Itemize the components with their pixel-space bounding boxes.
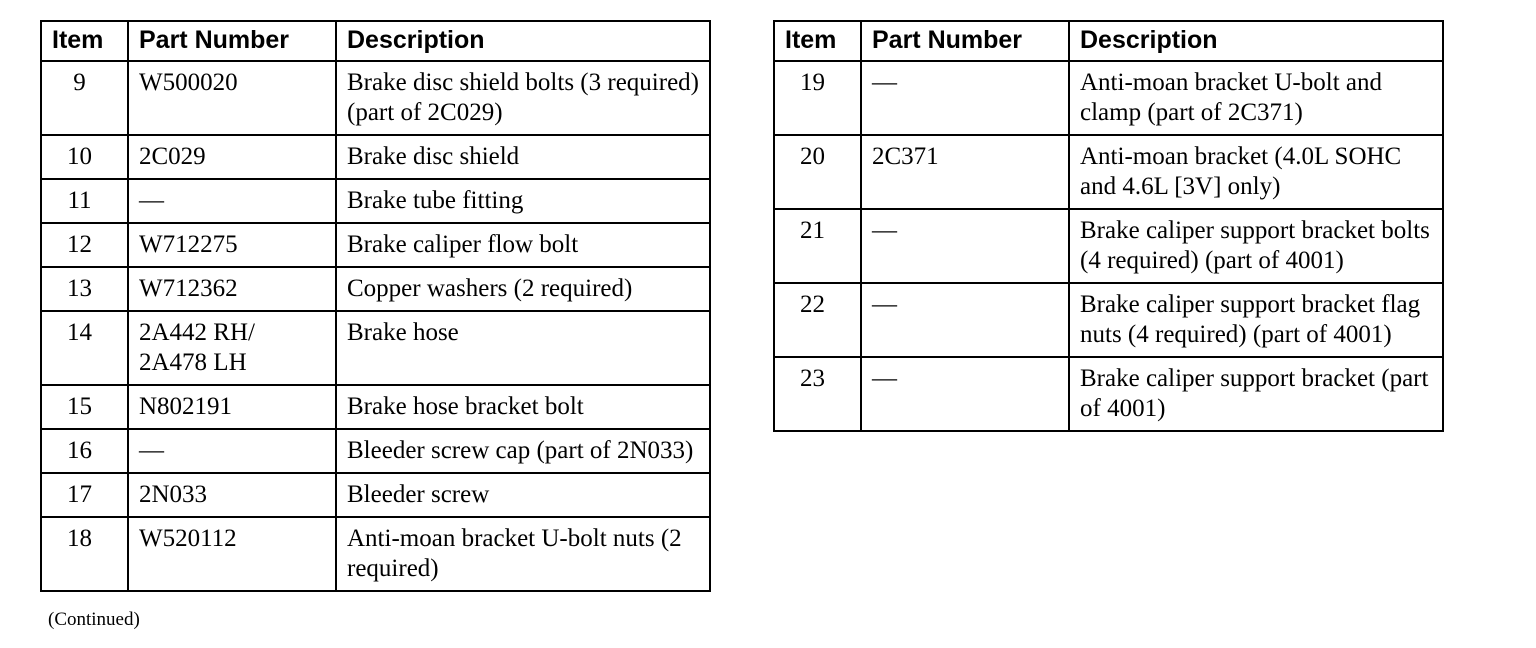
part-number-cell: —	[861, 209, 1069, 283]
table-row	[774, 357, 1443, 431]
part-number-cell: W520112	[128, 517, 336, 591]
description-cell: Brake disc shield	[336, 135, 710, 179]
part-number-cell: 2N033	[128, 473, 336, 517]
item-cell: 14	[41, 311, 128, 385]
part-number-cell: 2C029	[128, 135, 336, 179]
description-cell: Copper washers (2 required)	[336, 267, 710, 311]
item-cell: 18	[41, 517, 128, 591]
parts-table-left	[40, 20, 711, 592]
description-cell: Brake hose	[336, 311, 710, 385]
table-row	[41, 429, 710, 473]
part-number-cell: —	[861, 61, 1069, 135]
item-cell: 17	[41, 473, 128, 517]
continued-note: (Continued)	[48, 609, 140, 630]
table-row	[41, 385, 710, 429]
table-row	[41, 311, 710, 385]
description-cell: Anti-moan bracket U-bolt nuts (2 required)	[336, 517, 710, 591]
item-cell: 20	[774, 135, 861, 209]
table-row	[774, 283, 1443, 357]
description-cell: Brake caliper support bracket flag nuts (4 required) (part of 4001)	[1069, 283, 1443, 357]
parts-table-right	[773, 20, 1444, 432]
item-cell: 19	[774, 61, 861, 135]
part-number-cell: —	[861, 357, 1069, 431]
item-cell: 23	[774, 357, 861, 431]
table-row	[41, 135, 710, 179]
part-number-cell: —	[128, 429, 336, 473]
part-number-cell: —	[861, 283, 1069, 357]
header-part-number: Part Number	[861, 21, 1069, 61]
table-row	[774, 61, 1443, 135]
item-cell: 21	[774, 209, 861, 283]
table-body-left	[41, 61, 710, 591]
table-header-row	[774, 21, 1443, 61]
table-row	[774, 209, 1443, 283]
table-row	[774, 135, 1443, 209]
table-body-right	[774, 61, 1443, 431]
item-cell: 15	[41, 385, 128, 429]
description-cell: Brake disc shield bolts (3 required) (part of 2C029)	[336, 61, 710, 135]
part-number-cell: 2A442 RH/ 2A478 LH	[128, 311, 336, 385]
description-cell: Brake hose bracket bolt	[336, 385, 710, 429]
item-cell: 13	[41, 267, 128, 311]
table-row	[41, 473, 710, 517]
description-cell: Bleeder screw	[336, 473, 710, 517]
part-number-cell: 2C371	[861, 135, 1069, 209]
header-description: Description	[1069, 21, 1443, 61]
part-number-cell: —	[128, 179, 336, 223]
item-cell: 22	[774, 283, 861, 357]
item-cell: 16	[41, 429, 128, 473]
table-row	[41, 179, 710, 223]
item-cell: 10	[41, 135, 128, 179]
part-number-cell: W500020	[128, 61, 336, 135]
item-cell: 11	[41, 179, 128, 223]
header-part-number: Part Number	[128, 21, 336, 61]
description-cell: Bleeder screw cap (part of 2N033)	[336, 429, 710, 473]
table-row	[41, 223, 710, 267]
description-cell: Brake tube fitting	[336, 179, 710, 223]
description-cell: Brake caliper support bracket bolts (4 required) (part of 4001)	[1069, 209, 1443, 283]
table-row	[41, 61, 710, 135]
header-description: Description	[336, 21, 710, 61]
part-number-cell: W712362	[128, 267, 336, 311]
description-cell: Anti-moan bracket U-bolt and clamp (part of 2C371)	[1069, 61, 1443, 135]
description-cell: Brake caliper support bracket (part of 4001)	[1069, 357, 1443, 431]
part-number-cell: N802191	[128, 385, 336, 429]
item-cell: 12	[41, 223, 128, 267]
description-cell: Anti-moan bracket (4.0L SOHC and 4.6L [3V] only)	[1069, 135, 1443, 209]
table-header-row	[41, 21, 710, 61]
header-item: Item	[41, 21, 128, 61]
item-cell: 9	[41, 61, 128, 135]
part-number-cell: W712275	[128, 223, 336, 267]
table-row	[41, 267, 710, 311]
header-item: Item	[774, 21, 861, 61]
table-row	[41, 517, 710, 591]
description-cell: Brake caliper flow bolt	[336, 223, 710, 267]
